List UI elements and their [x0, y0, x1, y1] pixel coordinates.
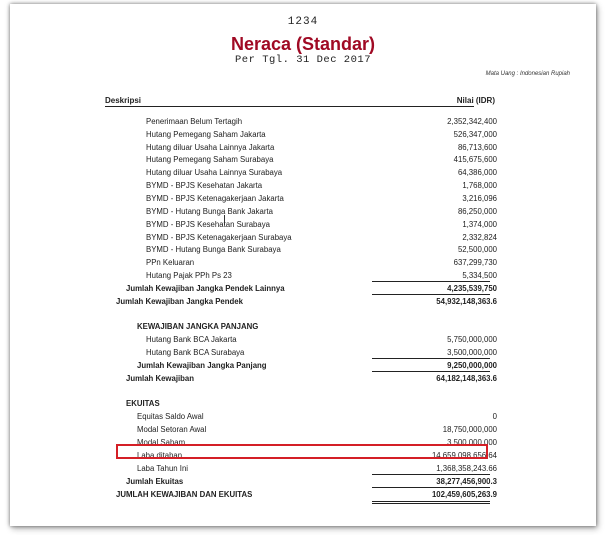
row-value: 1,374,000	[462, 220, 497, 229]
table-row	[0, 192, 607, 205]
table-row	[0, 205, 607, 218]
row-label: BYMD - BPJS Ketenagakerjaan Surabaya	[146, 233, 292, 242]
total-row	[0, 372, 607, 385]
row-label: Equitas Saldo Awal	[137, 412, 204, 421]
row-label: Hutang Bank BCA Jakarta	[146, 335, 237, 344]
row-value: 2,332,824	[462, 233, 497, 242]
row-value: 4,235,539,750	[447, 284, 497, 293]
table-row	[0, 423, 607, 436]
row-label: PPn Keluaran	[146, 258, 195, 267]
grand-total-divider	[372, 501, 490, 502]
table-row	[0, 462, 607, 475]
table-row	[0, 218, 607, 231]
row-label: BYMD - Hutang Bunga Bank Jakarta	[146, 207, 273, 216]
table-row	[0, 256, 607, 269]
table-row	[0, 115, 607, 128]
row-label: BYMD - BPJS Kesehatan Surabaya	[146, 220, 270, 229]
row-label: Hutang Bank BCA Surabaya	[146, 348, 245, 357]
text-cursor-icon	[224, 215, 225, 225]
row-label: Hutang Pajak PPh Ps 23	[146, 271, 232, 280]
row-value: 5,334,500	[462, 271, 497, 280]
header-divider	[105, 106, 362, 107]
row-label: Penerimaan Belum Tertagih	[146, 117, 243, 126]
table-row	[0, 269, 607, 282]
row-value: 637,299,730	[453, 258, 497, 267]
row-value: 18,750,000,000	[442, 425, 497, 434]
row-value: 3,500,000,000	[447, 438, 497, 447]
row-label: BYMD - BPJS Ketenagakerjaan Jakarta	[146, 194, 284, 203]
row-label: Hutang Pemegang Saham Jakarta	[146, 130, 266, 139]
table-row	[0, 346, 607, 359]
table-row	[0, 333, 607, 346]
row-label: Jumlah Ekuitas	[126, 477, 184, 486]
row-value: 64,386,000	[457, 168, 497, 177]
highlight-box	[116, 444, 488, 459]
row-value: 9,250,000,000	[447, 361, 497, 370]
row-label: Jumlah Kewajiban Jangka Pendek Lainnya	[126, 284, 285, 293]
row-label: Laba Tahun Ini	[137, 464, 189, 473]
section-heading	[0, 320, 607, 333]
row-label: Laba ditahan	[137, 451, 183, 460]
row-value: 86,250,000	[457, 207, 497, 216]
header-divider	[362, 106, 474, 107]
row-label: Modal Setoran Awal	[137, 425, 207, 434]
subtotal-row	[0, 359, 607, 372]
row-label: JUMLAH KEWAJIBAN DAN EKUITAS	[116, 490, 253, 499]
section-title: EKUITAS	[126, 399, 160, 408]
total-row	[0, 475, 607, 488]
row-label: Jumlah Kewajiban Jangka Panjang	[137, 361, 267, 370]
section-heading	[0, 397, 607, 410]
report-title: Neraca (Standar)	[230, 34, 376, 54]
row-label: Hutang diluar Usaha Lainnya Jakarta	[146, 143, 275, 152]
table-row	[0, 166, 607, 179]
row-label: BYMD - Hutang Bunga Bank Surabaya	[146, 245, 281, 254]
row-value: 86,713,600	[457, 143, 497, 152]
report-date: Per Tgl. 31 Dec 2017	[234, 54, 372, 66]
row-value: 1,368,358,243.66	[436, 464, 497, 473]
row-value: 52,500,000	[457, 245, 497, 254]
row-value: 54,932,148,363.6	[436, 297, 497, 306]
column-header-description: Deskripsi	[105, 96, 142, 105]
total-row	[0, 295, 607, 308]
row-label: Hutang diluar Usaha Lainnya Surabaya	[146, 168, 283, 177]
row-label: Jumlah Kewajiban	[126, 374, 195, 383]
row-value: 1,768,000	[462, 181, 497, 190]
row-value: 102,459,605,263.9	[431, 490, 497, 499]
row-value: 3,500,000,000	[447, 348, 497, 357]
column-header-value: Nilai (IDR)	[456, 96, 495, 105]
row-value: 14,659,098,656.64	[431, 451, 497, 460]
row-label: Jumlah Kewajiban Jangka Pendek	[116, 297, 243, 306]
row-label: Modal Saham	[137, 438, 186, 447]
currency-note: Mata Uang : Indonesian Rupiah	[485, 71, 570, 77]
row-label: Hutang Pemegang Saham Surabaya	[146, 155, 274, 164]
table-row	[0, 410, 607, 423]
row-value: 526,347,000	[453, 130, 497, 139]
table-row	[0, 243, 607, 256]
row-value: 3,216,096	[462, 194, 497, 203]
row-value: 38,277,456,900.3	[436, 477, 497, 486]
row-value: 5,750,000,000	[447, 335, 497, 344]
row-value: 415,675,600	[453, 155, 497, 164]
subtotal-row	[0, 282, 607, 295]
table-row	[0, 128, 607, 141]
row-label: BYMD - BPJS Kesehatan Jakarta	[146, 181, 263, 190]
grand-total-row	[0, 488, 607, 501]
grand-total-divider	[372, 503, 490, 504]
table-row	[0, 153, 607, 166]
table-row	[0, 179, 607, 192]
row-value: 64,182,148,363.6	[436, 374, 497, 383]
section-title: KEWAJIBAN JANGKA PANJANG	[137, 322, 259, 331]
row-value: 0	[492, 412, 497, 421]
row-value: 2,352,342,400	[447, 117, 497, 126]
report-code: 1234	[287, 16, 319, 28]
